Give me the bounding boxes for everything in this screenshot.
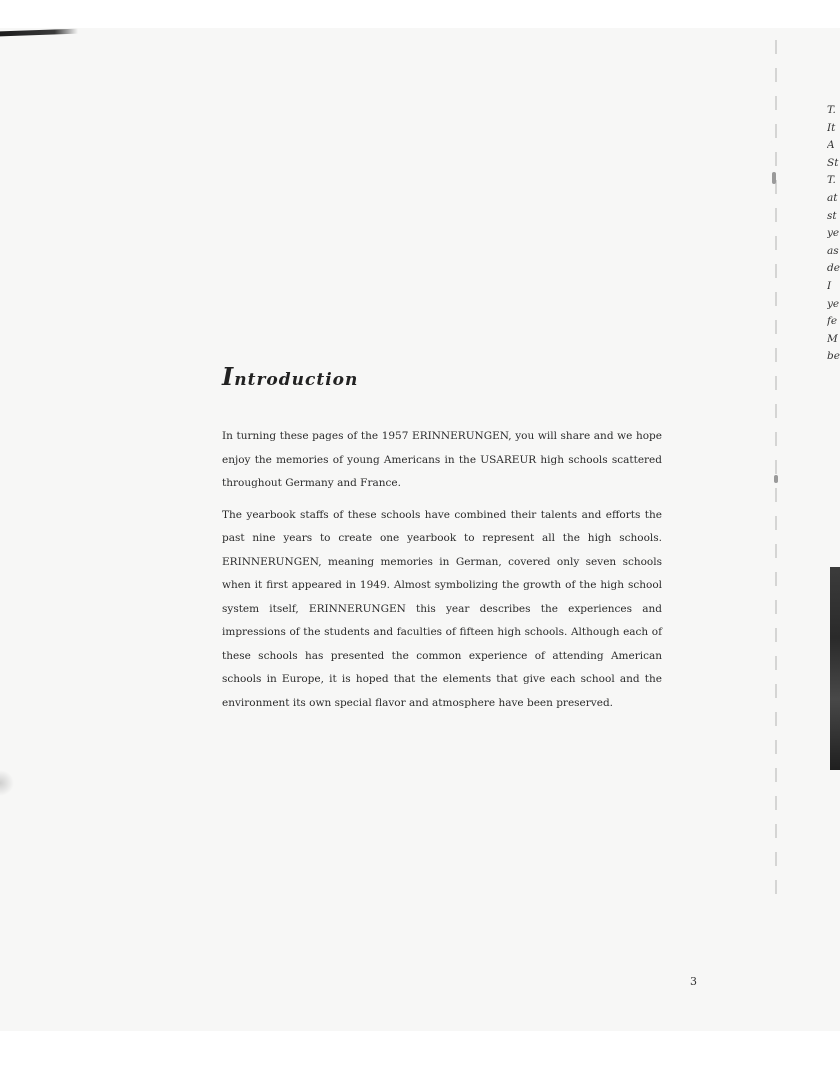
paragraph-2: The yearbook staffs of these schools have combined their talents and efforts the past nine years to create one yearbook to represent all the high schools. ERINNERUNGEN, meaning memories in German, covered only seven schools when it first appeared in 1949. Almost symbolizing the growth of the high school system itself, ERINNERUNGEN this year describes the experiences and impressions of the students and faculties of fifteen high schools. Although each of these schools has presented the common experience of attending American schools in Europe, it is hoped that the elements that give each school and the environment its own special flavor and atmosphere have been preserved. (222, 508, 662, 709)
introduction-body (222, 425, 662, 715)
facing-page-line: I (827, 279, 832, 292)
heading-rest: ntroduction (234, 370, 359, 390)
facing-page-line: T. (827, 174, 836, 187)
facing-page-line: T. (827, 104, 836, 116)
facing-page-line: ye (827, 227, 840, 240)
page-number: 3 (690, 975, 697, 988)
facing-page-line: de (827, 262, 840, 275)
facing-page-line: ye (827, 297, 840, 310)
spine-speck (774, 475, 778, 483)
facing-page-line: be (827, 350, 840, 363)
facing-page-line: as (827, 244, 839, 257)
facing-page-text-column (827, 102, 840, 366)
paragraph-1: In turning these pages of the 1957 ERINNERUNGEN, you will share and we hope enjoy the memories of young Americans in the USAREUR high schools scattered throughout Germany and France. (222, 430, 662, 489)
facing-page-line: M (827, 332, 838, 345)
facing-page-line: at (827, 191, 838, 204)
spine-speck (772, 172, 776, 184)
introduction-heading (222, 362, 358, 391)
facing-page-line: It (827, 121, 836, 134)
facing-page-line: A (827, 139, 835, 152)
facing-page-line: fe (827, 315, 838, 328)
heading-initial: I (222, 362, 235, 391)
binding-spine (775, 40, 777, 900)
scan-smudge (0, 770, 14, 796)
facing-page-photo (830, 567, 840, 770)
facing-page-line: St (827, 156, 839, 169)
facing-page-line: st (827, 209, 837, 222)
